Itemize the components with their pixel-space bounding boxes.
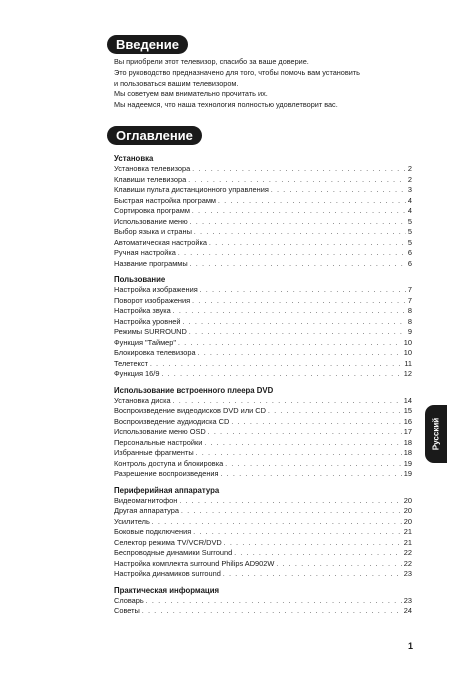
toc-entry[interactable]: [114, 317, 412, 328]
dot-leader: [204, 439, 401, 450]
language-tab-label: Русский: [431, 417, 441, 451]
toc-entry-page: 3: [407, 185, 412, 194]
toc-entry-title: Боковые подключения: [114, 527, 192, 536]
dot-leader: [150, 360, 402, 371]
toc-entry-title: Настройка уровней: [114, 316, 181, 326]
toc-entry-page: 21: [403, 537, 412, 547]
toc-entry[interactable]: [114, 606, 412, 617]
dot-leader: [178, 339, 402, 350]
toc-entry-page: 2: [407, 164, 412, 173]
intro-line: Мы советуем вам внимательно прочитать их.: [114, 89, 268, 99]
toc-entry[interactable]: [114, 285, 412, 296]
toc-section: [114, 385, 412, 480]
toc-entry-page: 4: [407, 206, 412, 215]
dot-leader: [208, 428, 402, 439]
dot-leader: [223, 570, 402, 581]
dot-leader: [146, 597, 402, 608]
toc-entry-title: Функция "Таймер": [114, 337, 177, 347]
toc-section: [114, 485, 412, 580]
table-of-contents: [114, 153, 412, 622]
dot-leader: [183, 318, 406, 329]
toc-entry-page: 18: [403, 437, 412, 447]
toc-section: [114, 585, 412, 617]
toc-section-title: Использование встроенного плеера DVD: [114, 385, 274, 395]
toc-entry-title: Селектор режима TV/VCR/DVD: [114, 537, 222, 547]
toc-entry[interactable]: [114, 338, 412, 349]
toc-entry-title: Воспроизведение аудиодиска CD: [114, 416, 230, 426]
toc-entry-page: 8: [407, 316, 412, 326]
toc-entry[interactable]: [114, 175, 412, 186]
toc-entry-page: 23: [403, 595, 412, 605]
toc-entry-title: Настройка изображения: [114, 285, 198, 294]
toc-entry-title: Название программы: [114, 258, 188, 268]
toc-section-title: Пользование: [114, 275, 166, 284]
intro-line: Вы приобрели этот телевизор, спасибо за ваше доверие.: [114, 57, 309, 66]
toc-entry[interactable]: [114, 517, 412, 528]
page-number: 1: [408, 641, 414, 651]
dot-leader: [142, 607, 402, 618]
toc-entry-page: 20: [403, 506, 412, 515]
toc-entry[interactable]: [114, 459, 412, 470]
toc-entry-title: Настройка динамиков surround: [114, 569, 221, 578]
toc-entry-page: 4: [407, 195, 412, 205]
toc-entry-page: 20: [403, 516, 412, 526]
toc-entry-title: Функция 16/9: [114, 369, 160, 378]
toc-entry-title: Избранные фрагменты: [114, 448, 194, 457]
toc-entry-title: Автоматическая настройка: [114, 237, 207, 247]
toc-entry-page: 12: [403, 369, 412, 378]
dot-leader: [190, 260, 406, 271]
toc-entry-page: 18: [403, 448, 412, 457]
toc-entry-page: 22: [403, 558, 412, 568]
dot-leader: [221, 470, 402, 481]
toc-entry[interactable]: [114, 348, 412, 359]
toc-entry-page: 6: [407, 258, 412, 268]
dot-leader: [268, 407, 402, 418]
toc-entry[interactable]: [114, 506, 412, 517]
toc-entry[interactable]: [114, 448, 412, 459]
toc-entry-title: Видеомагнитофон: [114, 495, 178, 505]
toc-entry-page: 11: [404, 358, 412, 368]
toc-entry[interactable]: [114, 417, 412, 428]
toc-entry-page: 5: [407, 227, 412, 236]
toc-entry-page: 5: [407, 216, 412, 226]
toc-entry-title: Быстрая настройка программ: [114, 195, 217, 205]
toc-entry-title: Телетекст: [114, 358, 148, 368]
toc-entry-title: Воспроизведение видеодисков DVD или CD: [114, 406, 266, 415]
toc-entry[interactable]: [114, 369, 412, 380]
dot-leader: [192, 297, 406, 308]
toc-entry[interactable]: [114, 569, 412, 580]
toc-entry-title: Беспроводные динамики Surround: [114, 548, 233, 557]
intro-heading: Введение: [107, 35, 188, 54]
intro-line: Мы надеемся, что наша технология полностью удовлетворит вас.: [114, 100, 338, 110]
intro-text: [114, 57, 414, 111]
toc-entry[interactable]: [114, 259, 412, 270]
toc-heading: Оглавление: [107, 126, 202, 145]
toc-entry[interactable]: [114, 296, 412, 307]
toc-entry-page: 23: [403, 569, 412, 578]
toc-entry[interactable]: [114, 327, 412, 338]
toc-entry-page: 14: [403, 395, 412, 405]
toc-entry-title: Настройка комплекта surround Philips AD902W: [114, 558, 275, 568]
toc-section-title: Периферийная аппаратура: [114, 485, 220, 495]
toc-entry[interactable]: [114, 538, 412, 549]
toc-entry-title: Усилитель: [114, 516, 150, 526]
toc-entry-page: 24: [403, 606, 412, 615]
toc-entry-page: 15: [403, 406, 412, 415]
toc-entry[interactable]: [114, 396, 412, 407]
toc-entry-page: 20: [403, 495, 412, 505]
toc-entry[interactable]: [114, 164, 412, 175]
toc-entry-title: Установка телевизора: [114, 164, 191, 173]
toc-entry-title: Режимы SURROUND: [114, 327, 187, 336]
toc-entry-title: Персональные настройки: [114, 437, 203, 447]
toc-section: [114, 274, 412, 380]
dot-leader: [231, 418, 401, 429]
dot-leader: [209, 239, 406, 250]
toc-entry-page: 5: [407, 237, 412, 247]
toc-entry-title: Поворот изображения: [114, 295, 191, 305]
toc-entry[interactable]: [114, 206, 412, 217]
dot-leader: [196, 449, 402, 460]
toc-entry[interactable]: [114, 227, 412, 238]
toc-entry[interactable]: [114, 596, 412, 607]
toc-entry-page: 19: [403, 469, 412, 478]
intro-line: и пользоваться вашим телевизором.: [114, 78, 239, 88]
toc-entry[interactable]: [114, 185, 412, 196]
dot-leader: [200, 286, 406, 297]
dot-leader: [193, 528, 402, 539]
toc-entry-title: Разрешение воспроизведения: [114, 469, 219, 478]
dot-leader: [224, 539, 402, 550]
toc-entry-page: 9: [407, 327, 412, 336]
toc-entry-title: Настройка звука: [114, 306, 171, 315]
toc-entry[interactable]: [114, 559, 412, 570]
dot-leader: [271, 186, 406, 197]
toc-entry-page: 10: [403, 348, 412, 357]
toc-entry-page: 17: [403, 427, 412, 436]
toc-entry-page: 10: [403, 337, 412, 347]
toc-entry[interactable]: [114, 196, 412, 207]
intro-line: Это руководство предназначено для того, чтобы помочь вам установить: [114, 67, 360, 77]
toc-entry-title: Другая аппаратура: [114, 506, 180, 515]
toc-entry[interactable]: [114, 217, 412, 228]
dot-leader: [173, 307, 406, 318]
dot-leader: [194, 228, 406, 239]
dot-leader: [276, 560, 401, 571]
toc-entry-page: 7: [407, 295, 412, 305]
toc-entry-page: 8: [407, 306, 412, 315]
dot-leader: [181, 507, 402, 518]
toc-entry-title: Блокировка телевизора: [114, 348, 196, 357]
toc-entry[interactable]: [114, 406, 412, 417]
dot-leader: [189, 328, 406, 339]
toc-entry[interactable]: [114, 238, 412, 249]
toc-entry-title: Установка диска: [114, 395, 171, 405]
toc-entry[interactable]: [114, 469, 412, 480]
toc-entry[interactable]: [114, 306, 412, 317]
toc-entry-page: 16: [403, 416, 412, 426]
toc-entry-title: Использование меню: [114, 216, 188, 226]
dot-leader: [218, 197, 406, 208]
toc-section-title: Установка: [114, 154, 154, 163]
toc-entry-page: 2: [407, 174, 412, 184]
toc-entry-page: 21: [403, 527, 412, 536]
dot-leader: [192, 165, 406, 176]
toc-section-title: Практическая информация: [114, 585, 220, 595]
toc-entry-title: Словарь: [114, 595, 144, 605]
toc-entry-title: Использование меню OSD: [114, 427, 206, 436]
toc-entry[interactable]: [114, 548, 412, 559]
dot-leader: [190, 218, 406, 229]
toc-entry-title: Клавиши пульта дистанционного управления: [114, 185, 269, 194]
language-tab: [425, 405, 447, 463]
dot-leader: [198, 349, 402, 360]
toc-section: [114, 153, 412, 269]
toc-entry-page: 6: [407, 248, 412, 257]
dot-leader: [179, 497, 401, 508]
toc-entry-title: Выбор языка и страны: [114, 227, 192, 236]
toc-entry-title: Ручная настройка: [114, 248, 176, 257]
toc-entry[interactable]: [114, 248, 412, 259]
toc-entry-page: 7: [407, 285, 412, 294]
toc-entry[interactable]: [114, 527, 412, 538]
toc-entry[interactable]: [114, 496, 412, 507]
toc-entry[interactable]: [114, 427, 412, 438]
dot-leader: [161, 370, 401, 381]
dot-leader: [178, 249, 406, 260]
toc-entry-title: Советы: [114, 606, 140, 615]
toc-entry[interactable]: [114, 359, 412, 370]
toc-entry-title: Контроль доступа и блокировка: [114, 458, 224, 468]
toc-entry-title: Сортировка программ: [114, 206, 190, 215]
toc-entry-page: 19: [403, 458, 412, 468]
toc-entry-page: 22: [403, 548, 412, 557]
toc-entry-title: Клавиши телевизора: [114, 174, 187, 184]
dot-leader: [192, 207, 406, 218]
dot-leader: [225, 460, 402, 471]
toc-entry[interactable]: [114, 438, 412, 449]
